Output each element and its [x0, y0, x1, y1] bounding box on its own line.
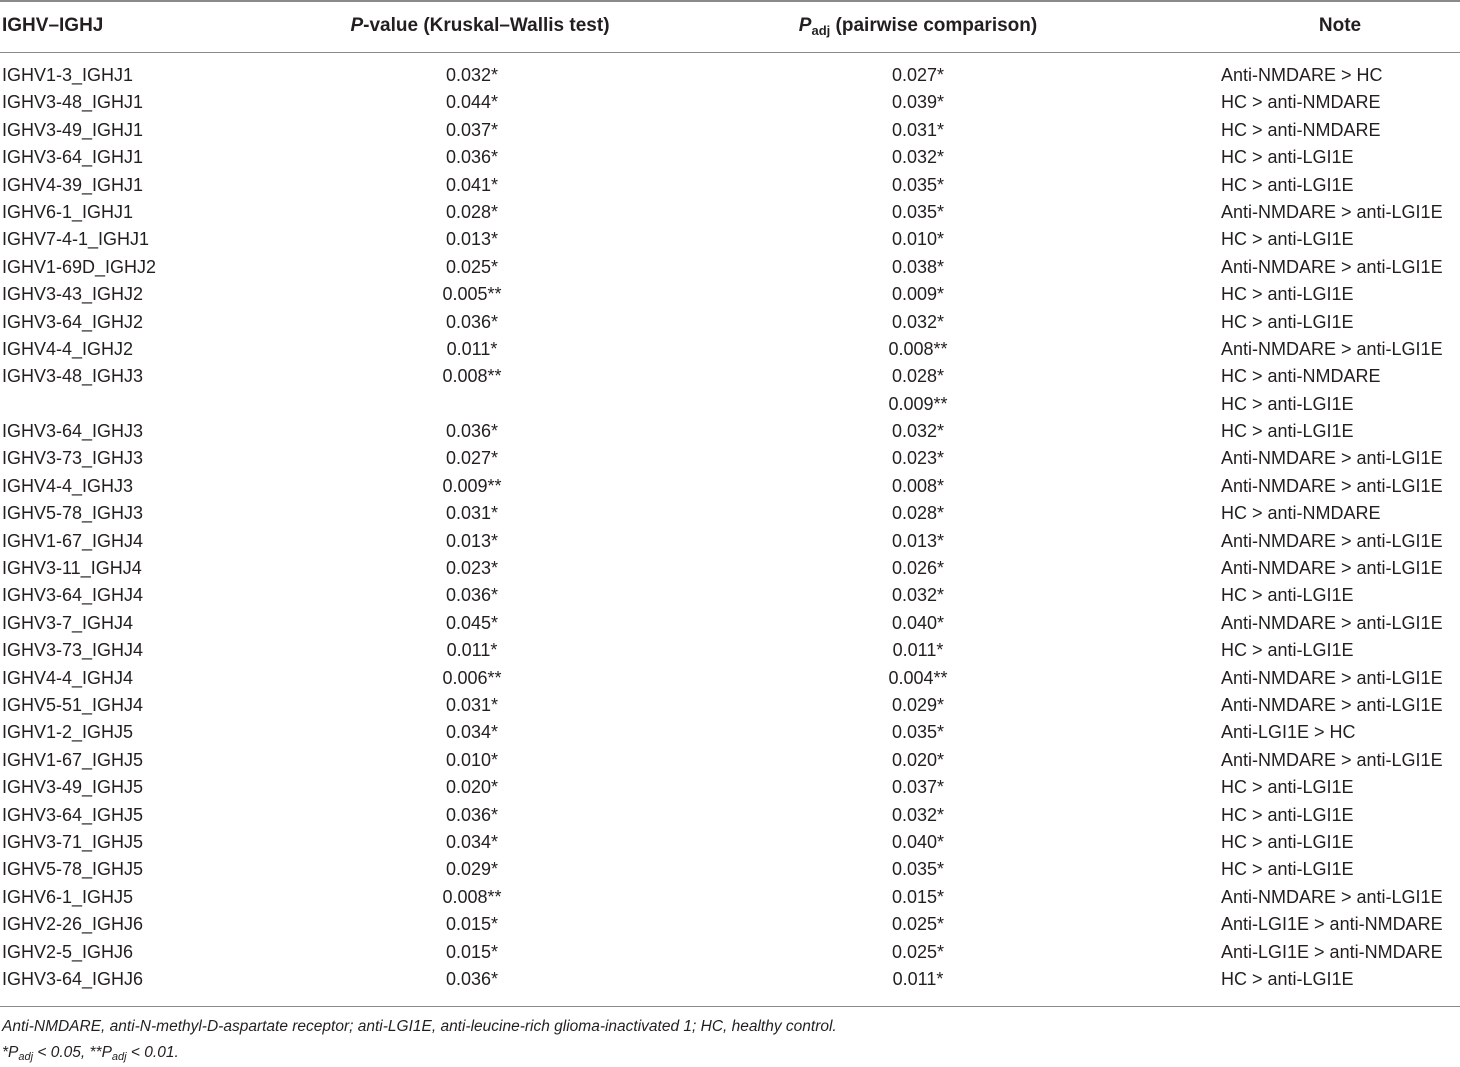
cell-p-adj: 0.008*: [891, 475, 945, 496]
cell-note: Anti-NMDARE > anti-LGI1E: [1221, 338, 1443, 359]
table-row: [0, 226, 1460, 253]
cell-gene-pair: IGHV4-4_IGHJ3: [2, 475, 134, 496]
cell-p-value: 0.023*: [445, 558, 499, 579]
cell-p-value: 0.045*: [445, 612, 499, 633]
cell-note: HC > anti-LGI1E: [1221, 147, 1354, 168]
cell-note: Anti-NMDARE > anti-LGI1E: [1221, 694, 1443, 715]
cell-p-value: 0.027*: [445, 448, 499, 469]
header-ighv-ighj: [2, 15, 103, 37]
footnote-abbreviations: Anti-NMDARE, anti-N-methyl-D-aspartate receptor; anti-LGI1E, anti-leucine-rich glioma-inactivated 1; HC, healthy control.: [2, 1018, 837, 1035]
table-row: [0, 856, 1460, 883]
cell-note: HC > anti-LGI1E: [1221, 393, 1354, 414]
cell-p-adj: 0.004**: [888, 667, 948, 688]
table-row: [0, 884, 1460, 911]
cell-gene-pair: IGHV1-69D_IGHJ2: [2, 256, 157, 277]
table-row: [0, 363, 1460, 390]
bottom-rule: [0, 1006, 1460, 1007]
cell-p-value: 0.009**: [442, 475, 502, 496]
cell-p-adj: 0.010*: [891, 229, 945, 250]
cell-p-adj: 0.032*: [891, 311, 945, 332]
cell-p-adj: 0.038*: [891, 256, 945, 277]
cell-note: Anti-NMDARE > anti-LGI1E: [1221, 256, 1443, 277]
cell-p-value: 0.029*: [445, 859, 499, 880]
cell-p-adj: 0.013*: [891, 530, 945, 551]
cell-note: Anti-LGI1E > anti-NMDARE: [1221, 914, 1443, 935]
header-note: [1305, 15, 1375, 37]
cell-note: Anti-NMDARE > anti-LGI1E: [1221, 667, 1443, 688]
footnote-sig-a-rest: < 0.05,: [33, 1044, 90, 1061]
cell-p-adj: 0.011*: [892, 640, 944, 661]
header-col3-subscript: adj: [811, 23, 831, 38]
header-col3-text: (pairwise comparison): [830, 15, 1038, 36]
table-row: [0, 391, 1460, 418]
cell-note: HC > anti-LGI1E: [1221, 585, 1354, 606]
cell-p-adj: 0.031*: [891, 119, 945, 140]
cell-p-value: 0.031*: [445, 694, 499, 715]
table-row: [0, 555, 1460, 582]
table-row: [0, 500, 1460, 527]
cell-p-adj: 0.009*: [891, 284, 945, 305]
cell-note: HC > anti-LGI1E: [1221, 968, 1354, 989]
cell-p-adj: 0.027*: [891, 65, 945, 85]
table-row: [0, 117, 1460, 144]
cell-gene-pair: IGHV7-4-1_IGHJ1: [2, 229, 150, 250]
footnote-sig-b-rest: < 0.01.: [126, 1044, 179, 1061]
header-rule: [0, 52, 1460, 53]
table-row: [0, 281, 1460, 308]
cell-gene-pair: IGHV2-26_IGHJ6: [2, 914, 144, 935]
table-row: [0, 336, 1460, 363]
cell-gene-pair: IGHV3-64_IGHJ4: [2, 585, 144, 606]
table-footnotes: [2, 1014, 837, 1067]
cell-note: Anti-NMDARE > anti-LGI1E: [1221, 886, 1443, 907]
cell-p-value: 0.008**: [442, 886, 502, 907]
cell-p-adj: 0.025*: [891, 914, 945, 935]
cell-p-adj: 0.029*: [891, 694, 945, 715]
cell-note: Anti-NMDARE > anti-LGI1E: [1221, 201, 1443, 222]
cell-p-value: 0.036*: [445, 585, 499, 606]
table-row: [0, 144, 1460, 171]
cell-p-value: 0.034*: [445, 722, 499, 743]
cell-p-adj: 0.032*: [891, 421, 945, 442]
table-row: [0, 199, 1460, 226]
header-col3-italic: P: [798, 15, 812, 36]
cell-gene-pair: IGHV2-5_IGHJ6: [2, 941, 134, 962]
cell-note: HC > anti-LGI1E: [1221, 229, 1354, 250]
cell-gene-pair: IGHV6-1_IGHJ1: [2, 201, 134, 222]
table-row: [0, 665, 1460, 692]
header-col2-text: -value (Kruskal–Wallis test): [363, 15, 610, 36]
cell-note: HC > anti-NMDARE: [1221, 92, 1381, 113]
cell-note: Anti-NMDARE > anti-LGI1E: [1221, 475, 1443, 496]
cell-p-value: 0.006**: [442, 667, 502, 688]
cell-note: HC > anti-LGI1E: [1221, 284, 1354, 305]
table-row: [0, 966, 1460, 993]
cell-note: Anti-LGI1E > anti-NMDARE: [1221, 941, 1443, 962]
cell-gene-pair: IGHV1-2_IGHJ5: [2, 722, 134, 743]
cell-gene-pair: IGHV5-78_IGHJ5: [2, 859, 144, 880]
table-row: [0, 473, 1460, 500]
cell-p-adj: 0.026*: [891, 558, 945, 579]
cell-note: HC > anti-LGI1E: [1221, 859, 1354, 880]
cell-note: HC > anti-LGI1E: [1221, 640, 1354, 661]
cell-gene-pair: IGHV3-73_IGHJ4: [2, 640, 144, 661]
table-row: [0, 637, 1460, 664]
cell-note: Anti-NMDARE > HC: [1221, 65, 1383, 85]
table-row: [0, 172, 1460, 199]
cell-gene-pair: IGHV3-64_IGHJ1: [2, 147, 144, 168]
cell-gene-pair: IGHV4-39_IGHJ1: [2, 174, 144, 195]
cell-gene-pair: IGHV3-64_IGHJ6: [2, 968, 144, 989]
cell-p-adj: 0.039*: [891, 92, 945, 113]
table-row: [0, 445, 1460, 472]
cell-p-value: 0.034*: [445, 831, 499, 852]
cell-p-value: 0.036*: [445, 421, 499, 442]
table-row: [0, 939, 1460, 966]
cell-gene-pair: IGHV3-48_IGHJ1: [2, 92, 144, 113]
cell-p-adj: 0.025*: [891, 941, 945, 962]
cell-p-adj: 0.020*: [891, 749, 945, 770]
table-row: [0, 774, 1460, 801]
cell-p-value: 0.036*: [445, 804, 499, 825]
table-body: [0, 62, 1460, 993]
cell-gene-pair: IGHV3-64_IGHJ3: [2, 421, 144, 442]
cell-note: Anti-LGI1E > HC: [1221, 722, 1356, 743]
cell-gene-pair: IGHV4-4_IGHJ4: [2, 667, 134, 688]
cell-p-value: 0.037*: [445, 119, 499, 140]
table-row: [0, 719, 1460, 746]
cell-note: Anti-NMDARE > anti-LGI1E: [1221, 530, 1443, 551]
cell-gene-pair: IGHV1-67_IGHJ5: [2, 749, 144, 770]
cell-p-value: 0.036*: [445, 147, 499, 168]
header-p-adj: [778, 15, 1058, 37]
footnote-significance: [2, 1040, 837, 1067]
table-row: [0, 528, 1460, 555]
cell-p-adj: 0.032*: [891, 585, 945, 606]
cell-p-value: 0.011*: [446, 338, 498, 359]
header-col1-text: IGHV–IGHJ: [2, 15, 104, 36]
cell-p-adj: 0.040*: [891, 612, 945, 633]
cell-p-value: 0.013*: [445, 530, 499, 551]
cell-p-value: 0.032*: [445, 65, 499, 85]
cell-gene-pair: IGHV3-73_IGHJ3: [2, 448, 144, 469]
cell-gene-pair: IGHV5-51_IGHJ4: [2, 694, 144, 715]
cell-gene-pair: IGHV3-49_IGHJ1: [2, 119, 144, 140]
cell-gene-pair: IGHV3-64_IGHJ2: [2, 311, 144, 332]
footnote-sig-b-star: **P: [89, 1044, 112, 1061]
cell-p-value: 0.036*: [445, 968, 499, 989]
cell-note: HC > anti-NMDARE: [1221, 366, 1381, 387]
cell-p-adj: 0.009**: [888, 393, 948, 414]
cell-gene-pair: IGHV3-71_IGHJ5: [2, 831, 144, 852]
cell-p-adj: 0.035*: [891, 722, 945, 743]
cell-p-adj: 0.023*: [891, 448, 945, 469]
header-col4-text: Note: [1318, 15, 1362, 36]
cell-note: HC > anti-LGI1E: [1221, 174, 1354, 195]
cell-p-adj: 0.035*: [891, 201, 945, 222]
table-row: [0, 610, 1460, 637]
cell-p-adj: 0.032*: [891, 147, 945, 168]
cell-p-adj: 0.015*: [891, 886, 945, 907]
cell-p-value: 0.036*: [445, 311, 499, 332]
cell-p-adj: 0.035*: [891, 859, 945, 880]
cell-p-value: 0.041*: [445, 174, 499, 195]
cell-gene-pair: IGHV1-3_IGHJ1: [2, 65, 134, 85]
cell-p-value: 0.020*: [445, 777, 499, 798]
cell-note: HC > anti-LGI1E: [1221, 804, 1354, 825]
cell-p-adj: 0.040*: [891, 831, 945, 852]
cell-gene-pair: IGHV3-11_IGHJ4: [2, 558, 142, 579]
cell-gene-pair: IGHV1-67_IGHJ4: [2, 530, 144, 551]
cell-p-value: 0.013*: [445, 229, 499, 250]
cell-gene-pair: IGHV4-4_IGHJ2: [2, 338, 134, 359]
footnote-sig-a-sub: adj: [18, 1051, 34, 1063]
cell-p-value: 0.044*: [445, 92, 499, 113]
cell-p-value: 0.015*: [445, 941, 499, 962]
cell-p-adj: 0.028*: [891, 503, 945, 524]
table-row: [0, 254, 1460, 281]
cell-gene-pair: IGHV3-64_IGHJ5: [2, 804, 144, 825]
cell-p-adj: 0.035*: [891, 174, 945, 195]
cell-note: HC > anti-NMDARE: [1221, 119, 1381, 140]
cell-p-value: 0.008**: [442, 366, 502, 387]
cell-gene-pair: IGHV3-43_IGHJ2: [2, 284, 144, 305]
header-p-value: [340, 15, 620, 37]
table-row: [0, 62, 1460, 89]
cell-gene-pair: IGHV3-49_IGHJ5: [2, 777, 144, 798]
table-row: [0, 89, 1460, 116]
cell-p-value: 0.025*: [445, 256, 499, 277]
cell-note: Anti-NMDARE > anti-LGI1E: [1221, 448, 1443, 469]
table-row: [0, 911, 1460, 938]
cell-p-adj: 0.037*: [891, 777, 945, 798]
cell-gene-pair: IGHV3-7_IGHJ4: [2, 612, 134, 633]
table-row: [0, 309, 1460, 336]
table-row: [0, 582, 1460, 609]
cell-p-value: 0.010*: [445, 749, 499, 770]
cell-gene-pair: IGHV3-48_IGHJ3: [2, 366, 144, 387]
cell-gene-pair: IGHV6-1_IGHJ5: [2, 886, 134, 907]
cell-note: Anti-NMDARE > anti-LGI1E: [1221, 612, 1443, 633]
table-row: [0, 692, 1460, 719]
footnote-sig-b-sub: adj: [111, 1051, 127, 1063]
table-row: [0, 747, 1460, 774]
cell-p-adj: 0.028*: [891, 366, 945, 387]
cell-note: Anti-NMDARE > anti-LGI1E: [1221, 749, 1443, 770]
cell-p-adj: 0.008**: [888, 338, 948, 359]
cell-gene-pair: IGHV5-78_IGHJ3: [2, 503, 144, 524]
table-row: [0, 802, 1460, 829]
table-row: [0, 829, 1460, 856]
header-col2-italic: P: [350, 15, 364, 36]
cell-note: HC > anti-LGI1E: [1221, 311, 1354, 332]
cell-p-value: 0.015*: [445, 914, 499, 935]
cell-p-value: 0.031*: [445, 503, 499, 524]
cell-p-adj: 0.032*: [891, 804, 945, 825]
table-header: [0, 0, 1460, 52]
cell-note: HC > anti-LGI1E: [1221, 421, 1354, 442]
cell-note: HC > anti-LGI1E: [1221, 777, 1354, 798]
cell-p-value: 0.028*: [445, 201, 499, 222]
cell-p-adj: 0.011*: [892, 968, 944, 989]
cell-note: HC > anti-LGI1E: [1221, 831, 1354, 852]
cell-note: HC > anti-NMDARE: [1221, 503, 1381, 524]
footnote-sig-a-star: *P: [2, 1044, 19, 1061]
cell-note: Anti-NMDARE > anti-LGI1E: [1221, 558, 1443, 579]
table-row: [0, 418, 1460, 445]
cell-p-value: 0.005**: [442, 284, 502, 305]
cell-p-value: 0.011*: [446, 640, 498, 661]
